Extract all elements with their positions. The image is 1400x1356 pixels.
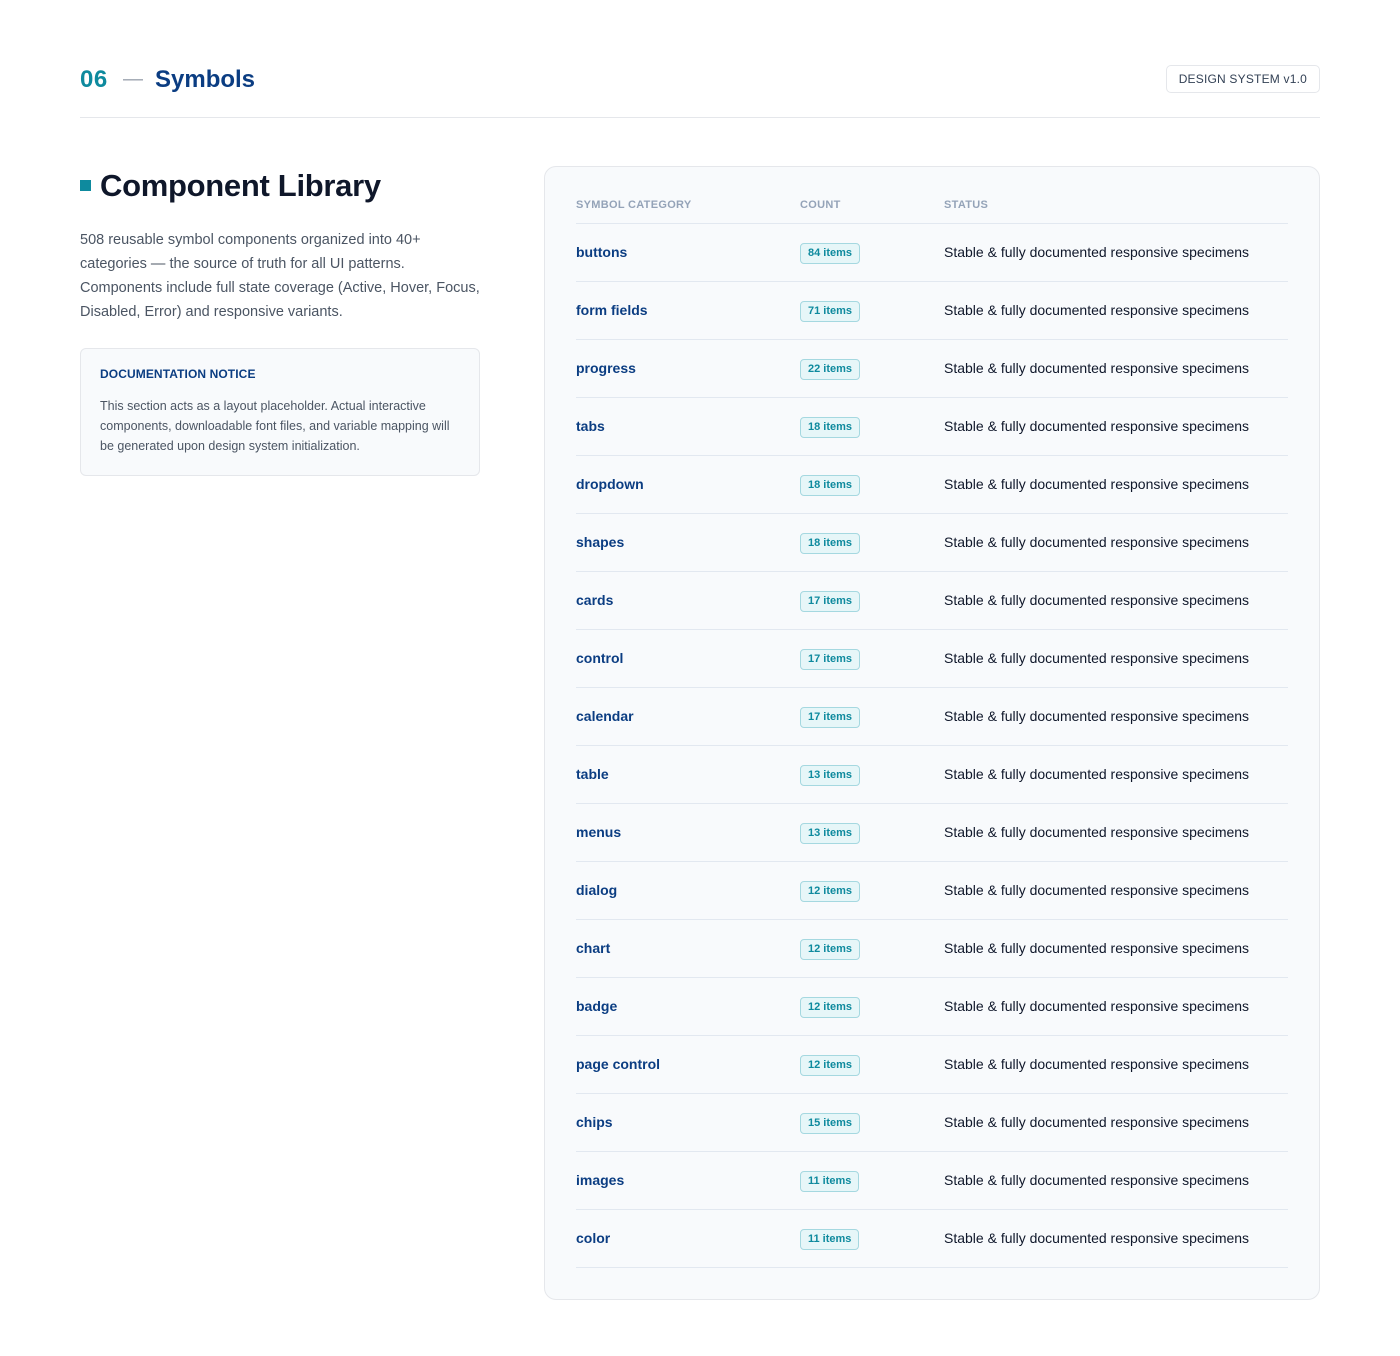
symbol-category-link[interactable]: color [576,1230,611,1246]
status-text: Stable & fully documented responsive specimens [944,882,1250,898]
library-title: Component Library [100,168,381,203]
library-description: 508 reusable symbol components organized into 40+ categories — the source of truth for all UI patterns. Components include full state coverage (Active, Hover, Focus, Disabled, Error) and responsive variants. [80,232,480,320]
section-header [80,62,1320,118]
symbol-category-link[interactable]: calendar [576,708,634,724]
symbol-category-link[interactable]: progress [576,360,636,376]
symbol-category-link[interactable]: dropdown [576,476,644,492]
section-title: Symbols [155,66,256,93]
table-header [576,199,1288,224]
count-badge: 12 items [800,939,860,960]
table-row [576,978,1288,1036]
symbol-category-link[interactable]: page control [576,1056,661,1072]
symbols-table-panel [544,166,1320,1300]
table-row [576,398,1288,456]
status-text: Stable & fully documented responsive specimens [944,1172,1250,1188]
count-badge: 71 items [800,301,860,322]
symbol-category-link[interactable]: chips [576,1114,613,1130]
count-badge: 17 items [800,649,860,670]
table-row [576,514,1288,572]
status-text: Stable & fully documented responsive specimens [944,592,1250,608]
status-text: Stable & fully documented responsive specimens [944,1230,1250,1246]
status-text: Stable & fully documented responsive specimens [944,940,1250,956]
table-row [576,224,1288,282]
status-text: Stable & fully documented responsive specimens [944,302,1250,318]
documentation-notice [80,348,480,476]
symbol-category-link[interactable]: menus [576,824,622,840]
symbol-category-link[interactable]: cards [576,592,614,608]
count-badge: 17 items [800,591,860,612]
status-text: Stable & fully documented responsive specimens [944,418,1250,434]
count-badge: 18 items [800,475,860,496]
symbol-category-link[interactable]: shapes [576,534,625,550]
table-row [576,456,1288,514]
count-badge: 12 items [800,1055,860,1076]
count-badge: 13 items [800,823,860,844]
count-badge: 12 items [800,881,860,902]
count-badge: 17 items [800,707,860,728]
column-header-status: STATUS [944,199,989,211]
table-row [576,1094,1288,1152]
symbol-category-link[interactable]: buttons [576,244,628,260]
status-text: Stable & fully documented responsive specimens [944,708,1250,724]
count-badge: 11 items [800,1229,859,1250]
notice-title: DOCUMENTATION NOTICE [100,367,256,381]
section-number: 06 [80,66,108,93]
table-row [576,804,1288,862]
symbol-category-link[interactable]: dialog [576,882,618,898]
symbol-category-link[interactable]: control [576,650,624,666]
symbol-category-link[interactable]: images [576,1172,625,1188]
status-text: Stable & fully documented responsive specimens [944,650,1250,666]
count-badge: 84 items [800,243,860,264]
table-row [576,920,1288,978]
symbol-category-link[interactable]: badge [576,998,618,1014]
count-badge: 11 items [800,1171,859,1192]
column-header-count: COUNT [800,199,841,211]
table-body [576,224,1288,1268]
status-text: Stable & fully documented responsive specimens [944,824,1250,840]
column-header-category: SYMBOL CATEGORY [576,199,692,211]
table-row [576,1210,1288,1268]
count-badge: 18 items [800,417,860,438]
count-badge: 18 items [800,533,860,554]
count-badge: 22 items [800,359,860,380]
status-text: Stable & fully documented responsive specimens [944,1056,1250,1072]
count-badge: 15 items [800,1113,860,1134]
table-row [576,630,1288,688]
square-marker-icon [80,180,91,191]
table-row [576,1036,1288,1094]
table-row [576,572,1288,630]
symbol-category-link[interactable]: form fields [576,302,648,318]
symbol-category-link[interactable]: chart [576,940,611,956]
symbol-category-link[interactable]: tabs [576,418,605,434]
notice-text: This section acts as a layout placeholder. Actual interactive components, downloadable font files, and variable mapping will be generated upon design system initialization. [100,399,450,453]
status-text: Stable & fully documented responsive specimens [944,766,1250,782]
status-text: Stable & fully documented responsive specimens [944,1114,1250,1130]
count-badge: 13 items [800,765,860,786]
table-row [576,688,1288,746]
table-row [576,862,1288,920]
section-separator: — [123,68,143,90]
table-row [576,746,1288,804]
status-text: Stable & fully documented responsive specimens [944,360,1250,376]
version-badge: DESIGN SYSTEM v1.0 [1166,65,1320,93]
library-intro [80,166,480,476]
status-text: Stable & fully documented responsive specimens [944,998,1250,1014]
symbols-table [576,199,1288,1268]
table-row [576,1152,1288,1210]
status-text: Stable & fully documented responsive specimens [944,244,1250,260]
status-text: Stable & fully documented responsive specimens [944,534,1250,550]
symbol-category-link[interactable]: table [576,766,609,782]
count-badge: 12 items [800,997,860,1018]
table-row [576,340,1288,398]
table-row [576,282,1288,340]
status-text: Stable & fully documented responsive specimens [944,476,1250,492]
library-title-row [80,166,480,210]
